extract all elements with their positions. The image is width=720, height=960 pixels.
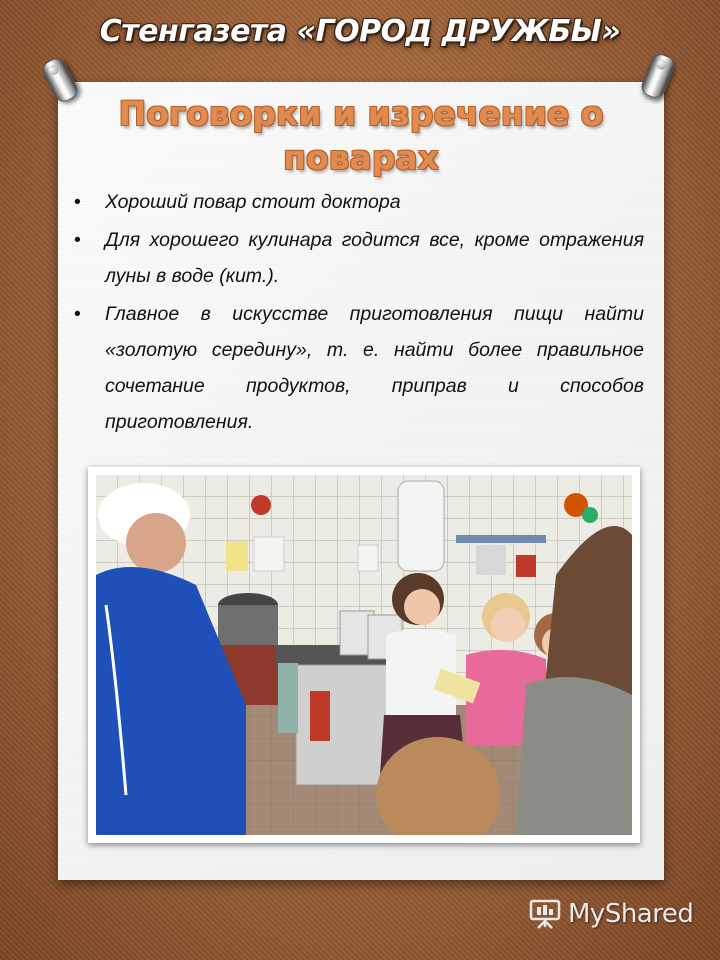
saying-text: Для хорошего кулинара годится все, кроме отражения луны в воде (кит.). bbox=[105, 229, 644, 287]
kitchen-photo bbox=[96, 475, 632, 835]
saying-text: Главное в искусстве приготовления пищи найти «золотую середину», т. е. найти более правильное сочетание продуктов, приправ и способов приготовления. bbox=[105, 303, 644, 433]
bullet-icon: • bbox=[74, 229, 81, 251]
bullet-icon: • bbox=[74, 303, 81, 325]
watermark-text: MyShared bbox=[568, 899, 694, 929]
bullet-icon: • bbox=[74, 191, 81, 213]
sayings-list bbox=[72, 184, 644, 442]
photo-frame bbox=[88, 467, 640, 843]
banner-title: Стенгазета «ГОРОД ДРУЖБЫ» bbox=[99, 14, 621, 49]
list-item bbox=[72, 222, 644, 294]
list-item bbox=[72, 296, 644, 440]
saying-text: Хороший повар стоит доктора bbox=[105, 191, 401, 213]
list-item bbox=[72, 184, 644, 220]
slide-heading: Поговорки и изречение о поварах bbox=[118, 94, 604, 177]
presentation-board-icon bbox=[528, 897, 562, 931]
watermark bbox=[528, 896, 693, 932]
kitchen-photo-illustration bbox=[96, 475, 632, 835]
